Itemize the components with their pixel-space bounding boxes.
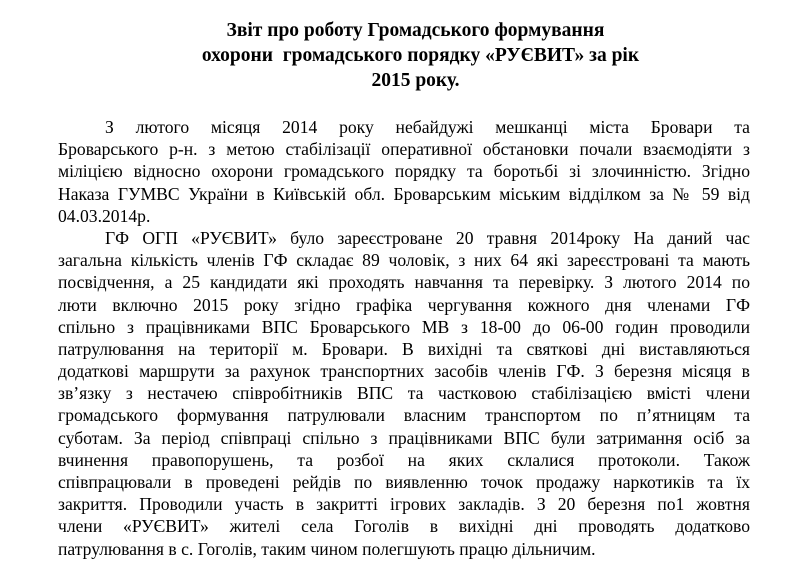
title-line: Звіт про роботу Громадського формування	[226, 20, 605, 41]
text-line: співпрацювали в проведені рейдів по виявленню точок продажу наркотиків та їх	[58, 472, 750, 492]
text-line: вчинення правопорушень, та розбої на яких склалися протоколи. Також	[58, 449, 750, 470]
text-line: патрулювання в с. Гоголів, таким чином полегшують працю дільничим.	[58, 538, 596, 559]
text-line: зв’язку з нестачею співробітників ВПС та частковою стабілізацією вмісті члени	[58, 383, 750, 404]
text-line: спільно з працівниками ВПС Броварського МВ з 18-00 до 06-00 годин проводили	[58, 316, 750, 337]
text-line: закриття. Проводили участь в закритті ігрових закладів. З 20 березня по1 жовтня	[58, 494, 750, 515]
paragraph-1	[58, 116, 750, 227]
text-line: Броварського р-н. з метою стабілізації оперативної обстановки почали взаємодіяти з	[58, 139, 750, 160]
paragraph-2	[58, 227, 750, 560]
text-line: додаткові маршрути за рахунок транспортних засобів членів ГФ. З березня місяця в	[58, 361, 750, 382]
text-line: 04.03.2014р.	[58, 205, 151, 226]
text-line: загальна кількість членів ГФ складає 89 чоловік, з них 64 які зареєстровані та мають	[58, 250, 750, 271]
text-line: суботам. За період співпраці спільно з працівниками ВПС були затримання осіб за	[58, 427, 750, 448]
text-line: З лютого місяця 2014 року небайдужі мешканці міста Бровари та	[105, 117, 750, 137]
text-line: міліцією відносно охорони громадського порядку та боротьбі зі злочинністю. Згідно	[58, 161, 750, 182]
text-line: члени «РУЄВИТ» жителі села Гоголів в вихідні дні проводять додатково	[58, 516, 750, 537]
text-line: люти включно 2015 року згідно графіка чергування кожного дня членами ГФ	[58, 294, 750, 315]
document-title	[0, 18, 791, 93]
text-line: Наказа ГУМВС України в Київській обл. Броварським міським відділком за № 59 від	[58, 183, 750, 204]
text-line: громадського формування патрулювали власним транспортом по п’ятницям та	[58, 405, 750, 426]
text-line: посвідчення, а 25 кандидати які проходять навчання та перевірку. З лютого 2014 по	[58, 272, 750, 293]
title-line: охорони громадського порядку «РУЄВИТ» за рік	[201, 45, 640, 66]
text-line: патрулювання на території м. Бровари. В вихідні та святкові дні виставляються	[58, 338, 750, 359]
title-line: 2015 року.	[371, 70, 460, 91]
document-body	[58, 116, 750, 560]
text-line: ГФ ОГП «РУЄВИТ» було зареєстроване 20 травня 2014року На даний час	[105, 227, 750, 248]
